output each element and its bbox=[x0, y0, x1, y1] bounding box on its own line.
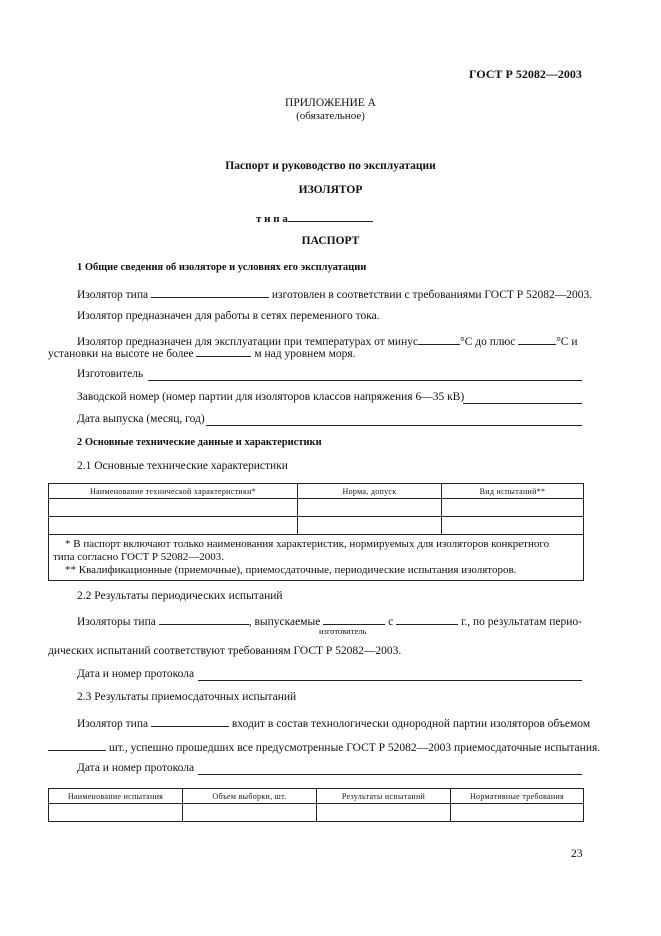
manufacturer-caption: изготовитель bbox=[319, 626, 367, 636]
section2-heading: 2 Основные технические данные и характеристики bbox=[77, 437, 322, 448]
tech-characteristics-table bbox=[48, 483, 584, 581]
release-label: Дата выпуска (месяц, год) bbox=[77, 413, 205, 425]
subsection-2-1: 2.1 Основные технические характеристики bbox=[77, 460, 288, 472]
table-header-cell: Норма, допуск bbox=[298, 484, 442, 499]
periodic-tests-line2: дических испытаний соответствуют требованиям ГОСТ Р 52082—2003. bbox=[48, 645, 402, 657]
table-row bbox=[49, 517, 584, 535]
manufacturer-field[interactable] bbox=[148, 380, 582, 381]
subsection-2-2: 2.2 Результаты периодических испытаний bbox=[77, 590, 283, 602]
manufacturer-label: Изготовитель bbox=[77, 368, 144, 380]
table-cell[interactable] bbox=[49, 517, 298, 535]
table-row bbox=[49, 499, 584, 517]
type-label: т и п а bbox=[256, 210, 373, 225]
protocol-label-2: Дата и номер протокола bbox=[77, 762, 195, 774]
protocol-field-1[interactable] bbox=[198, 680, 582, 681]
footnote-1-cont: типа согласно ГОСТ Р 52082—2003. bbox=[53, 551, 225, 563]
standard-header: ГОСТ Р 52082—2003 bbox=[469, 67, 582, 81]
table-cell[interactable] bbox=[49, 804, 183, 822]
table-cell[interactable] bbox=[442, 517, 584, 535]
table-notes bbox=[49, 535, 584, 581]
passport-title: ПАСПОРТ bbox=[301, 235, 360, 247]
table-cell[interactable] bbox=[442, 499, 584, 517]
page-number: 23 bbox=[571, 848, 583, 860]
appendix-subtitle: (обязательное) bbox=[296, 110, 365, 122]
product-title: ИЗОЛЯТОР bbox=[298, 184, 363, 196]
section1-line4: установки на высоте не более м над уровнем моря. bbox=[48, 345, 356, 360]
table-notes-row bbox=[49, 535, 584, 581]
periodic-tests-line1: Изоляторы типа , выпускаемые с г., по результатам перио- bbox=[77, 613, 582, 628]
release-field[interactable] bbox=[206, 425, 582, 426]
table-header-cell: Вид испытаний** bbox=[442, 484, 584, 499]
section1-line2: Изолятор предназначен для работы в сетях переменного тока. bbox=[77, 310, 380, 322]
table-header-cell: Наименование технической характеристики* bbox=[49, 484, 298, 499]
table-cell[interactable] bbox=[451, 804, 584, 822]
section1-heading: 1 Общие сведения об изоляторе и условиях его эксплуатации bbox=[77, 262, 367, 273]
table-cell[interactable] bbox=[298, 517, 442, 535]
table-header-row bbox=[49, 789, 584, 804]
table-row bbox=[49, 804, 584, 822]
table-header-row bbox=[49, 484, 584, 499]
table-cell[interactable] bbox=[317, 804, 451, 822]
protocol-field-2[interactable] bbox=[198, 774, 582, 775]
acceptance-tests-table bbox=[48, 788, 584, 822]
section1-line3: Изолятор предназначен для эксплуатации при температурах от минус °С до плюс °С и bbox=[77, 333, 578, 348]
table-cell[interactable] bbox=[298, 499, 442, 517]
acceptance-tests-line2: шт., успешно прошедших все предусмотренные ГОСТ Р 52082—2003 приемосдаточные испытания. bbox=[48, 739, 600, 754]
subsection-2-3: 2.3 Результаты приемосдаточных испытаний bbox=[77, 691, 297, 703]
acceptance-tests-line1: Изолятор типа входит в состав технологически однородной партии изоляторов объемом bbox=[77, 715, 590, 730]
table-header-cell: Результаты испытаний bbox=[317, 789, 451, 804]
doc-title: Паспорт и руководство по эксплуатации bbox=[225, 160, 436, 172]
serial-field[interactable] bbox=[463, 403, 582, 404]
table-cell[interactable] bbox=[183, 804, 317, 822]
table-cell[interactable] bbox=[49, 499, 298, 517]
table-header-cell: Наименование испытания bbox=[49, 789, 183, 804]
protocol-label-1: Дата и номер протокола bbox=[77, 668, 195, 680]
appendix-title: ПРИЛОЖЕНИЕ А bbox=[285, 97, 376, 109]
footnote-2: ** Квалификационные (приемочные), приемосдаточные, периодические испытания изоляторов. bbox=[65, 564, 517, 576]
table-header-cell: Объем выборки, шт. bbox=[183, 789, 317, 804]
footnote-1: * В паспорт включают только наименования характеристик, нормируемых для изоляторов конкретного bbox=[65, 538, 550, 550]
section1-line1: Изолятор типа изготовлен в соответствии с требованиями ГОСТ Р 52082—2003. bbox=[77, 286, 592, 301]
table-header-cell: Нормативные требования bbox=[451, 789, 584, 804]
serial-label: Заводской номер (номер партии для изоляторов классов напряжения 6—35 кВ) bbox=[77, 391, 465, 403]
